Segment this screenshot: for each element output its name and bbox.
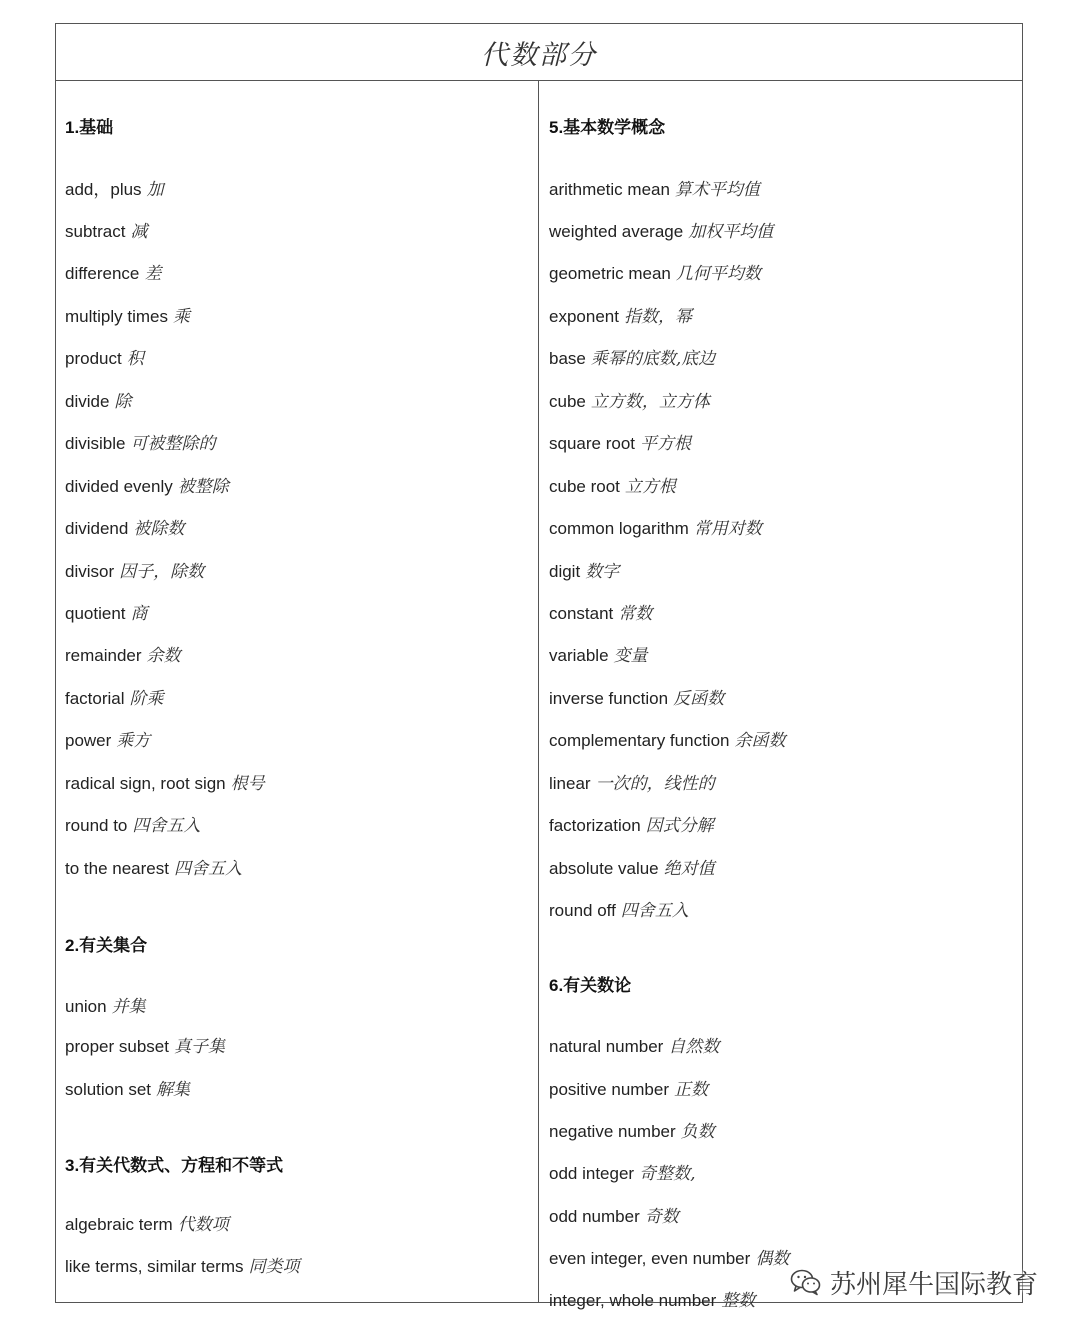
term-row: [549, 1248, 789, 1270]
term-english: factorial: [65, 689, 125, 708]
term-english: positive number: [549, 1080, 670, 1099]
term-row: [549, 900, 689, 922]
term-row: [549, 391, 710, 413]
term-english: like terms, similar terms: [65, 1257, 244, 1276]
term-chinese: 反函数: [673, 689, 725, 709]
term-english: negative number: [549, 1122, 676, 1141]
term-row: [65, 1256, 300, 1278]
term-chinese: 四舍五入: [620, 901, 689, 921]
term-row: [65, 773, 265, 795]
term-english: variable: [549, 646, 609, 665]
term-chinese: 负数: [680, 1122, 715, 1142]
term-english: multiply times: [65, 307, 168, 326]
term-english: solution set: [65, 1080, 151, 1099]
term-row: [65, 603, 148, 625]
term-english: divide: [65, 392, 110, 411]
term-chinese: 常数: [618, 604, 653, 624]
term-chinese: 差: [144, 264, 162, 284]
wechat-icon: [790, 1268, 822, 1296]
term-chinese: 自然数: [668, 1037, 720, 1057]
term-english: square root: [549, 434, 635, 453]
term-chinese: 加: [146, 180, 164, 200]
term-row: [65, 221, 147, 243]
term-english: weighted average: [549, 222, 684, 241]
term-chinese: 乘幂的底数,底边: [590, 349, 716, 369]
term-chinese: 根号: [230, 774, 265, 794]
term-chinese: 乘方: [116, 731, 151, 751]
term-chinese: 算术平均值: [674, 180, 760, 200]
column-divider: [538, 81, 539, 1302]
term-english: quotient: [65, 604, 126, 623]
term-english: integer, whole number: [549, 1291, 717, 1310]
term-english: algebraic term: [65, 1215, 173, 1234]
term-chinese: 余数: [146, 646, 181, 666]
term-english: constant: [549, 604, 614, 623]
term-row: [549, 1206, 679, 1228]
term-chinese: 因子，除数: [119, 562, 205, 582]
term-english: geometric mean: [549, 264, 671, 283]
term-chinese: 奇整数,: [639, 1164, 696, 1184]
term-english: common logarithm: [549, 519, 689, 538]
term-chinese: 常用对数: [693, 519, 762, 539]
term-chinese: 奇数: [644, 1207, 679, 1227]
term-chinese: 被除数: [133, 519, 185, 539]
term-chinese: 变量: [613, 646, 648, 666]
term-english: odd integer: [549, 1164, 635, 1183]
term-chinese: 几何平均数: [675, 264, 761, 284]
watermark: [790, 1262, 1038, 1302]
term-row: [65, 1079, 190, 1101]
term-chinese: 解集: [156, 1080, 190, 1100]
term-row: [549, 730, 785, 752]
term-chinese: 真子集: [173, 1037, 225, 1057]
term-chinese: 立方数，立方体: [590, 392, 710, 412]
term-english: to the nearest: [65, 859, 169, 878]
term-english: digit: [549, 562, 581, 581]
term-row: [549, 815, 714, 837]
term-english: dividend: [65, 519, 129, 538]
term-english: even integer, even number: [549, 1249, 751, 1268]
term-row: [65, 561, 204, 583]
term-english: radical sign, root sign: [65, 774, 226, 793]
term-row: [549, 348, 715, 370]
term-row: [549, 221, 773, 243]
term-chinese: 阶乘: [129, 689, 164, 709]
term-chinese: 除: [114, 392, 132, 412]
term-row: [65, 391, 131, 413]
term-row: [65, 645, 181, 667]
term-row: [549, 858, 715, 880]
term-row: [549, 561, 619, 583]
term-row: [549, 645, 648, 667]
term-row: [65, 858, 242, 880]
term-row: [549, 476, 676, 498]
term-chinese: 乘: [172, 307, 190, 327]
term-row: [65, 306, 190, 328]
term-english: product: [65, 349, 122, 368]
term-row: [549, 306, 692, 328]
term-english: inverse function: [549, 689, 669, 708]
section-heading: 1.基础: [65, 118, 114, 137]
term-chinese: 绝对值: [663, 859, 715, 879]
term-row: [549, 688, 724, 710]
term-chinese: 四舍五入: [132, 816, 201, 836]
term-chinese: 余函数: [734, 731, 786, 751]
term-english: absolute value: [549, 859, 659, 878]
term-row: [65, 348, 144, 370]
term-row: [549, 179, 760, 201]
term-english: linear: [549, 774, 591, 793]
term-chinese: 可被整除的: [130, 434, 216, 454]
term-row: [65, 688, 164, 710]
page-title: 代数部分: [481, 39, 597, 71]
term-english: factorization: [549, 816, 641, 835]
term-row: [65, 179, 164, 201]
term-chinese: 积: [126, 349, 144, 369]
term-row: [65, 476, 229, 498]
term-english: power: [65, 731, 112, 750]
term-english: add，plus: [65, 180, 142, 199]
term-english: cube root: [549, 477, 620, 496]
term-chinese: 商: [130, 604, 148, 624]
term-row: [65, 815, 200, 837]
section-heading: 3.有关代数式、方程和不等式: [65, 1156, 284, 1175]
term-english: round to: [65, 816, 128, 835]
term-chinese: 平方根: [640, 434, 691, 454]
watermark-text: 苏州犀牛国际教育: [830, 1269, 1039, 1300]
term-row: [549, 1290, 755, 1312]
term-chinese: 四舍五入: [173, 859, 242, 879]
term-english: subtract: [65, 222, 126, 241]
term-row: [549, 1163, 695, 1185]
term-english: divisible: [65, 434, 126, 453]
term-row: [549, 773, 715, 795]
term-english: union: [65, 997, 107, 1016]
term-row: [65, 263, 161, 285]
term-english: round off: [549, 901, 616, 920]
term-row: [549, 433, 691, 455]
term-english: base: [549, 349, 586, 368]
term-chinese: 同类项: [248, 1257, 300, 1277]
vocabulary-table: [55, 23, 1023, 1311]
section-heading: 2.有关集合: [65, 936, 148, 955]
term-english: divided evenly: [65, 477, 173, 496]
term-row: [65, 996, 146, 1018]
term-row: [549, 1036, 719, 1058]
term-english: exponent: [549, 307, 619, 326]
section-heading: 6.有关数论: [549, 976, 632, 995]
term-english: proper subset: [65, 1037, 169, 1056]
term-english: arithmetic mean: [549, 180, 670, 199]
term-row: [65, 730, 150, 752]
term-row: [549, 603, 652, 625]
term-chinese: 减: [130, 222, 148, 242]
term-english: natural number: [549, 1037, 664, 1056]
term-chinese: 一次的，线性的: [595, 774, 715, 794]
term-chinese: 因式分解: [645, 816, 714, 836]
term-english: difference: [65, 264, 140, 283]
term-row: [65, 433, 215, 455]
term-row: [65, 1214, 229, 1236]
term-english: cube: [549, 392, 586, 411]
term-row: [65, 518, 184, 540]
term-chinese: 代数项: [177, 1215, 229, 1235]
term-english: complementary function: [549, 731, 730, 750]
term-chinese: 指数，幂: [623, 307, 692, 327]
term-chinese: 整数: [721, 1291, 756, 1311]
term-row: [65, 1036, 225, 1058]
term-row: [549, 263, 761, 285]
term-chinese: 被整除: [177, 477, 229, 497]
term-row: [549, 518, 762, 540]
term-english: odd number: [549, 1207, 640, 1226]
term-row: [549, 1121, 715, 1143]
term-chinese: 加权平均值: [688, 222, 774, 242]
term-chinese: 数字: [585, 562, 620, 582]
term-chinese: 并集: [111, 997, 146, 1017]
term-english: divisor: [65, 562, 115, 581]
term-row: [549, 1079, 708, 1101]
term-chinese: 正数: [674, 1080, 709, 1100]
term-chinese: 偶数: [755, 1249, 790, 1269]
term-chinese: 立方根: [624, 477, 676, 497]
title-bar: [56, 24, 1022, 81]
term-english: remainder: [65, 646, 142, 665]
section-heading: 5.基本数学概念: [549, 118, 666, 137]
